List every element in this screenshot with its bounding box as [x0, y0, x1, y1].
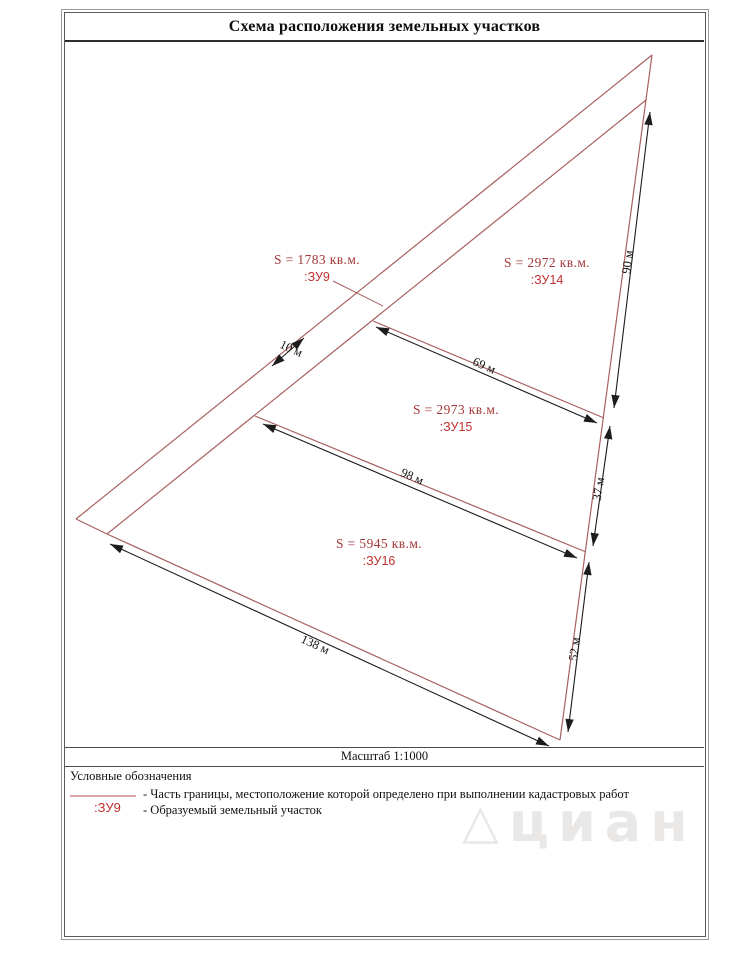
- boundary-line-strip-upper: [76, 55, 652, 519]
- dimension-label-98m: 98 м: [398, 465, 426, 488]
- caption-separator-bottom: [65, 766, 704, 767]
- watermark-text: циан: [508, 791, 697, 854]
- dimension-label-69m: 69 м: [470, 354, 498, 377]
- plot-id-zu16: :ЗУ16: [362, 554, 396, 568]
- legend-heading: Условные обозначения: [70, 769, 192, 783]
- plot-label-zu14: [504, 255, 590, 287]
- dimension-label-10m: 10 м: [277, 337, 305, 360]
- scale-label: Масштаб 1:1000: [340, 749, 429, 763]
- dimension-label-90m: 90 м: [619, 249, 636, 275]
- plot-id-zu14: :ЗУ14: [530, 273, 564, 287]
- plot-label-zu16: [336, 536, 422, 568]
- dimension-label-52m: 52 м: [566, 636, 583, 662]
- plot-label-zu9: [274, 252, 360, 284]
- zu9-leader-line: [333, 281, 383, 306]
- plot-area-zu15: S = 2973 кв.м.: [412, 402, 500, 417]
- caption-separator-top: [65, 747, 704, 748]
- legend-item-plot-symbol: :ЗУ9: [94, 800, 121, 815]
- plot-id-zu15: :ЗУ15: [439, 420, 473, 434]
- legend-item-boundary-text: - Часть границы, местоположение которой определено при выполнении кадастровых работ: [143, 787, 629, 801]
- dimension-label-37m: 37 м: [589, 476, 608, 502]
- plot-area-zu16: S = 5945 кв.м.: [335, 536, 423, 551]
- dimension-label-138m: 138 м: [298, 631, 332, 658]
- plot-label-zu15: [413, 402, 499, 434]
- legend-item-plot-text: - Образуемый земельный участок: [143, 803, 322, 817]
- watermark-triangle-icon: △: [462, 796, 499, 849]
- legend-red-line-sample: [70, 795, 136, 797]
- red-boundary-lines: [76, 55, 652, 740]
- boundary-line-strip-lower: [107, 100, 646, 534]
- plot-area-zu14: S = 2972 кв.м.: [503, 255, 591, 270]
- plot-area-zu9: S = 1783 кв.м.: [273, 252, 361, 267]
- boundary-line-bottom-edge: [107, 534, 560, 740]
- page-title: Схема расположения земельных участков: [65, 13, 704, 42]
- boundary-line-left-end: [76, 519, 107, 534]
- plot-id-zu9: :ЗУ9: [304, 270, 330, 284]
